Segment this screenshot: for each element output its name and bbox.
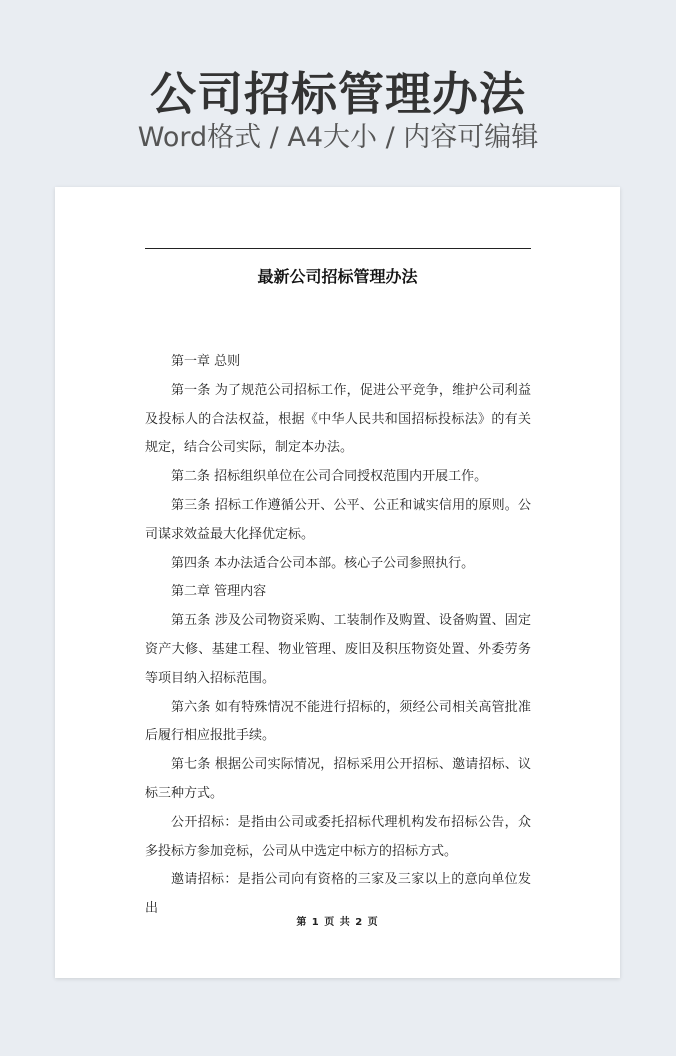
banner-subtitle: Word格式 / A4大小 / 内容可编辑 bbox=[137, 122, 539, 153]
page-number-footer: 第 1 页 共 2 页 bbox=[296, 917, 379, 928]
paragraph: 第四条 本办法适合公司本部。核心子公司参照执行。 bbox=[171, 555, 475, 571]
paragraph: 第一条 为了规范公司招标工作，促进公平竞争，维护公司利益及投标人的合法权益，根据《中华人民共和国招标投标法》的有关规定，结合公司实际，制定本办法。 bbox=[145, 382, 531, 456]
paragraph: 公开招标：是指由公司或委托招标代理机构发布招标公告，众多投标方参加竞标，公司从中选定中标方的招标方式。 bbox=[145, 814, 531, 859]
banner-title: 公司招标管理办法 bbox=[150, 67, 526, 121]
paragraph: 第二条 招标组织单位在公司合同授权范围内开展工作。 bbox=[171, 469, 488, 485]
paragraph: 第三条 招标工作遵循公开、公平、公正和诚实信用的原则。公司谋求效益最大化择优定标。 bbox=[145, 497, 531, 542]
document-title: 最新公司招标管理办法 bbox=[257, 267, 418, 286]
document-body bbox=[145, 348, 531, 924]
banner bbox=[0, 0, 676, 186]
paragraph: 第五条 涉及公司物资采购、工装制作及购置、设备购置、固定资产大修、基建工程、物业管理、废旧及积压物资处置、外委劳务等项目纳入招标范围。 bbox=[145, 613, 531, 686]
paragraph: 第七条 根据公司实际情况，招标采用公开招标、邀请招标、议标三种方式。 bbox=[145, 757, 531, 801]
paragraph: 第一章 总则 bbox=[171, 354, 241, 369]
header-rule bbox=[145, 248, 531, 249]
document-page bbox=[55, 187, 620, 978]
paragraph: 第六条 如有特殊情况不能进行招标的，须经公司相关高管批准后履行相应报批手续。 bbox=[145, 699, 531, 744]
paragraph: 邀请招标：是指公司向有资格的三家及三家以上的意向单位发出 bbox=[145, 872, 531, 917]
paragraph: 第二章 管理内容 bbox=[171, 584, 267, 600]
